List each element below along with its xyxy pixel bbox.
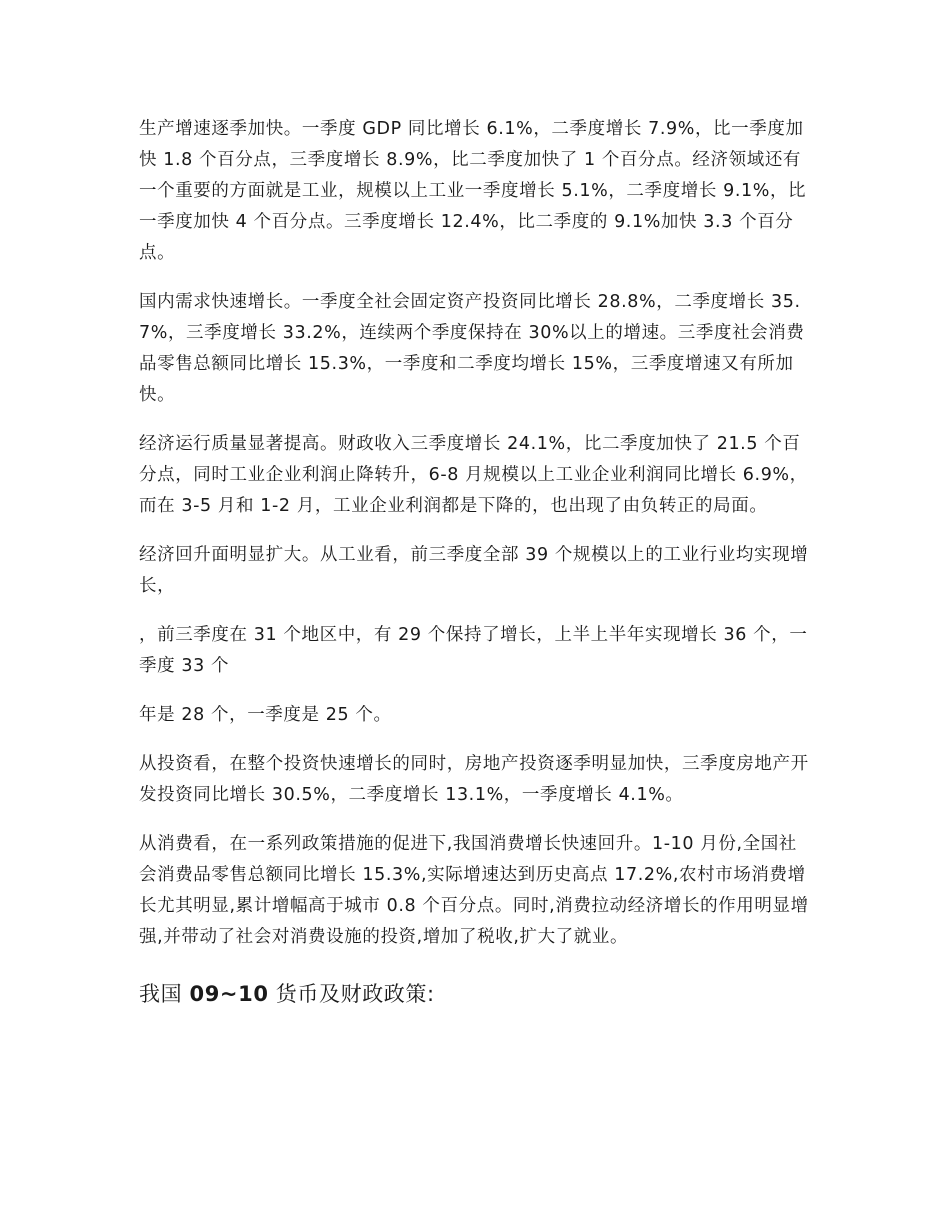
section-heading-monetary-fiscal-policy xyxy=(139,977,814,1011)
heading-suffix: 货币及财政政策: xyxy=(268,982,435,1006)
paragraph-consumption: 从消费看，在一系列政策措施的促进下,我国消费增长快速回升。1-10 月份,全国社会消费品零售总额同比增长 15.3%,实际增速达到历史高点 17.2%,农村市场消费增长尤其明显,累计增幅高于城市 0.8 个百分点。同时,消费拉动经济增长的作用明显增强,并带动了社会对消费设施的投资,增加了税收,扩大了就业。 xyxy=(139,834,809,947)
paragraph-recovery-industry: 经济回升面明显扩大。从工业看，前三季度全部 39 个规模以上的工业行业均实现增长， xyxy=(139,545,809,596)
heading-years: 09~10 xyxy=(189,982,269,1006)
heading-prefix: 我国 xyxy=(139,982,190,1006)
paragraph-regions-continued: 年是 28 个，一季度是 25 个。 xyxy=(139,705,392,725)
paragraph-domestic-demand: 国内需求快速增长。一季度全社会固定资产投资同比增长 28.8%，二季度增长 35.7%，三季度增长 33.2%，连续两个季度保持在 30%以上的增速。三季度社会消费品零售总额同比增长 15.3%，一季度和二季度均增长 15%，三季度增速又有所加快。 xyxy=(139,292,805,405)
paragraph-production-growth: 生产增速逐季加快。一季度 GDP 同比增长 6.1%，二季度增长 7.9%，比一季度加快 1.8 个百分点，三季度增长 8.9%，比二季度加快了 1 个百分点。经济领域还有一个重要的方面就是工业，规模以上工业一季度增长 5.1%，二季度增长 9.1%，比一季度加快 4 个百分点。三季度增长 12.4%，比二季度的 9.1%加快 3.3 个百分点。 xyxy=(139,119,807,263)
paragraph-regions: ，前三季度在 31 个地区中，有 29 个保持了增长，上半上半年实现增长 36 个，一季度 33 个 xyxy=(139,625,808,676)
paragraph-economic-quality: 经济运行质量显著提高。财政收入三季度增长 24.1%，比二季度加快了 21.5 个百分点，同时工业企业利润止降转升，6-8 月规模以上工业企业利润同比增长 6.9%，而在 3-5 月和 1-2 月，工业企业利润都是下降的，也出现了由负转正的局面。 xyxy=(139,434,808,516)
document-body xyxy=(139,114,814,1011)
paragraph-investment: 从投资看，在整个投资快速增长的同时，房地产投资逐季明显加快，三季度房地产开发投资同比增长 30.5%，二季度增长 13.1%，一季度增长 4.1%。 xyxy=(139,754,809,805)
